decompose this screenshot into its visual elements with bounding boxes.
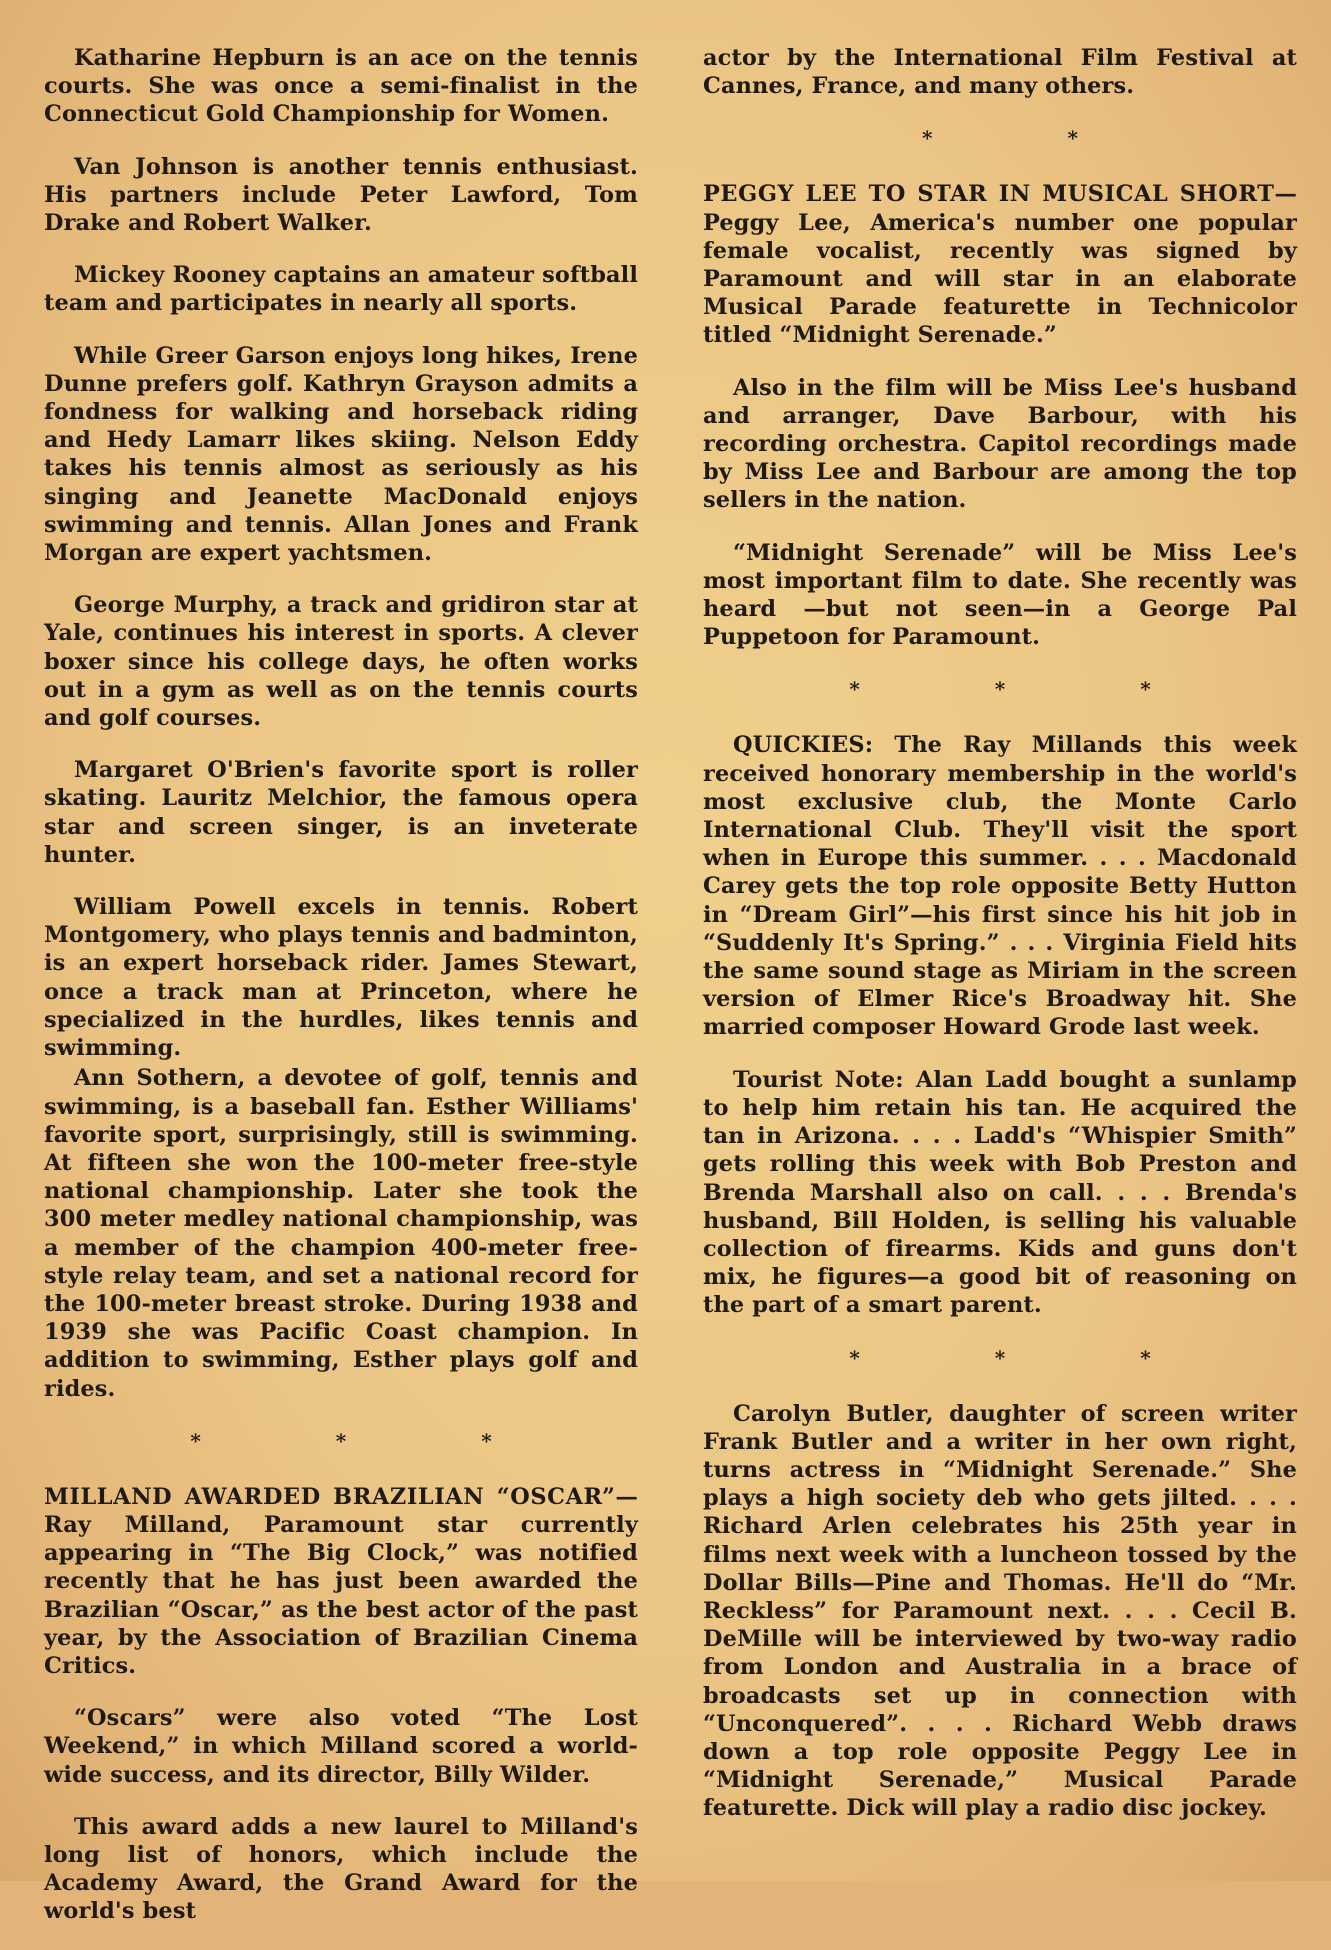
right-column bbox=[703, 44, 1297, 1847]
paragraph-dave-barbour: Also in the film will be Miss Lee's husband and arranger, Dave Barbour, with his recording orchestra. Capitol recordings made by Miss Lee and Barbour are among the top sellers in the nation. bbox=[703, 374, 1297, 514]
paragraph-midnight-serenade: “Midnight Serenade” will be Miss Lee's most important film to date. She recently was heard —but not seen—in a George Pal Puppetoon for Paramount. bbox=[703, 539, 1297, 651]
section-divider: * * * bbox=[190, 1428, 556, 1453]
article-peggy-lee bbox=[703, 180, 1297, 349]
article-milland-award bbox=[44, 1483, 638, 1680]
section-divider: * * bbox=[922, 126, 1142, 151]
paragraph-quickies: QUICKIES: The Ray Millands this week received honorary membership in the world's most exclusive club, the Monte Carlo International Club. They'll visit the sport when in Europe this summer. . . . Macdonald Carey gets the top role opposite Betty Hutton in “Dream Girl”—his first since his hit job in “Suddenly It's Spring.” . . . Virginia Field hits the same sound stage as Miriam in the screen version of Elmer Rice's Broadway hit. She married composer Howard Grode last week. bbox=[703, 732, 1297, 1041]
paragraph-continued: actor by the International Film Festival at Cannes, France, and many others. bbox=[703, 45, 1297, 100]
paragraph-carolyn-butler: Carolyn Butler, daughter of screen writer Frank Butler and a writer in her own right, turns actress in “Midnight Serenade.” She plays a high society deb who gets jilted. . . . Richard Arlen celebrates his 25th year in films next week with a luncheon tossed by the Dollar Bills—Pine and Thomas. He'll do “Mr. Reckless” for Paramount next. . . . Cecil B. DeMille will be interviewed by two-way radio from London and Australia in a brace of broadcasts set up in connection with “Unconquered”. . . . Richard Webb draws down a top role opposite Peggy Lee in “Midnight Serenade,” Musical Parade featurette. Dick will play a radio disc jockey. bbox=[703, 1400, 1297, 1822]
article-body: —Ray Milland, Paramount star currently appearing in “The Big Clock,” was notified recently that he has just been awarded the Brazilian “Oscar,” as the best actor of the past year, by the Association of Brazilian Cinema Critics. bbox=[44, 1483, 638, 1679]
paragraph-award-laurel: This award adds a new laurel to Milland's long list of honors, which include the Academy Award, the Grand Award for the world's best bbox=[44, 1813, 638, 1925]
paragraph-van-johnson: Van Johnson is another tennis enthusiast. His partners include Peter Lawford, Tom Drake and Robert Walker. bbox=[44, 153, 638, 237]
paragraph-tourist-note: Tourist Note: Alan Ladd bought a sunlamp to help him retain his tan. He acquired the tan in Arizona. . . . Ladd's “Whispier Smith” gets rolling this week with Bob Preston and Brenda Marshall also on call. . . . Brenda's husband, Bill Holden, is selling his valuable collection of firearms. Kids and guns don't mix, he figures—a good bit of reasoning on the part of a smart parent. bbox=[703, 1066, 1297, 1319]
section-divider: * * * bbox=[849, 1345, 1215, 1370]
paragraph-oscars-voted: “Oscars” were also voted “The Lost Weekend,” in which Milland scored a world-wide success, and its director, Billy Wilder. bbox=[44, 1705, 638, 1788]
left-column bbox=[44, 44, 638, 1950]
section-divider: * * * bbox=[849, 677, 1215, 702]
paragraph-margaret-obrien: Margaret O'Brien's favorite sport is roller skating. Lauritz Melchior, the famous opera star and screen singer, is an inveterate hunter. bbox=[44, 757, 638, 868]
paragraph-mickey-rooney: Mickey Rooney captains an amateur softball team and participates in nearly all sports. bbox=[44, 262, 638, 317]
article-headline: MILLAND AWARDED BRAZILIAN “OSCAR” bbox=[44, 1483, 616, 1510]
article-body: —Peggy Lee, America's number one popular female vocalist, recently was signed by Paramount and will star in an elaborate Musical Parade featurette in Technicolor titled “Midnight Serenade.” bbox=[703, 181, 1297, 349]
paragraph-george-murphy: George Murphy, a track and gridiron star at Yale, continues his interest in sports. A clever boxer since his college days, he often works out in a gym as well as on the tennis courts and golf courses. bbox=[44, 592, 638, 732]
paragraph-hepburn: Katharine Hepburn is an ace on the tennis courts. She was once a semi-finalist in the Connecticut Gold Championship for Women. bbox=[44, 45, 638, 128]
paragraph-william-powell: William Powell excels in tennis. Robert Montgomery, who plays tennis and badminton, is an expert horseback rider. James Stewart, once a track man at Princeton, where he specialized in the hurdles, likes tennis and swimming. bbox=[44, 894, 638, 1062]
paragraph-ann-sothern: Ann Sothern, a devotee of golf, tennis and swimming, is a baseball fan. Esther Williams' favorite sport, surprisingly, still is swimming. At fifteen she won the 100-meter free-style national championship. Later she took the 300 meter medley national championship, was a member of the champion 400-meter free-style relay team, and set a national record for the 100-meter breast stroke. During 1938 and 1939 she was Pacific Coast champion. In addition to swimming, Esther plays golf and rides. bbox=[44, 1065, 638, 1402]
paragraph-garson-dunne: While Greer Garson enjoys long hikes, Irene Dunne prefers golf. Kathryn Grayson admits a fondness for walking and horseback riding and Hedy Lamarr likes skiing. Nelson Eddy takes his tennis almost as seriously as his singing and Jeanette MacDonald enjoys swimming and tennis. Allan Jones and Frank Morgan are expert yachtsmen. bbox=[44, 342, 638, 567]
article-headline: PEGGY LEE TO STAR IN MUSICAL SHORT bbox=[703, 181, 1275, 208]
